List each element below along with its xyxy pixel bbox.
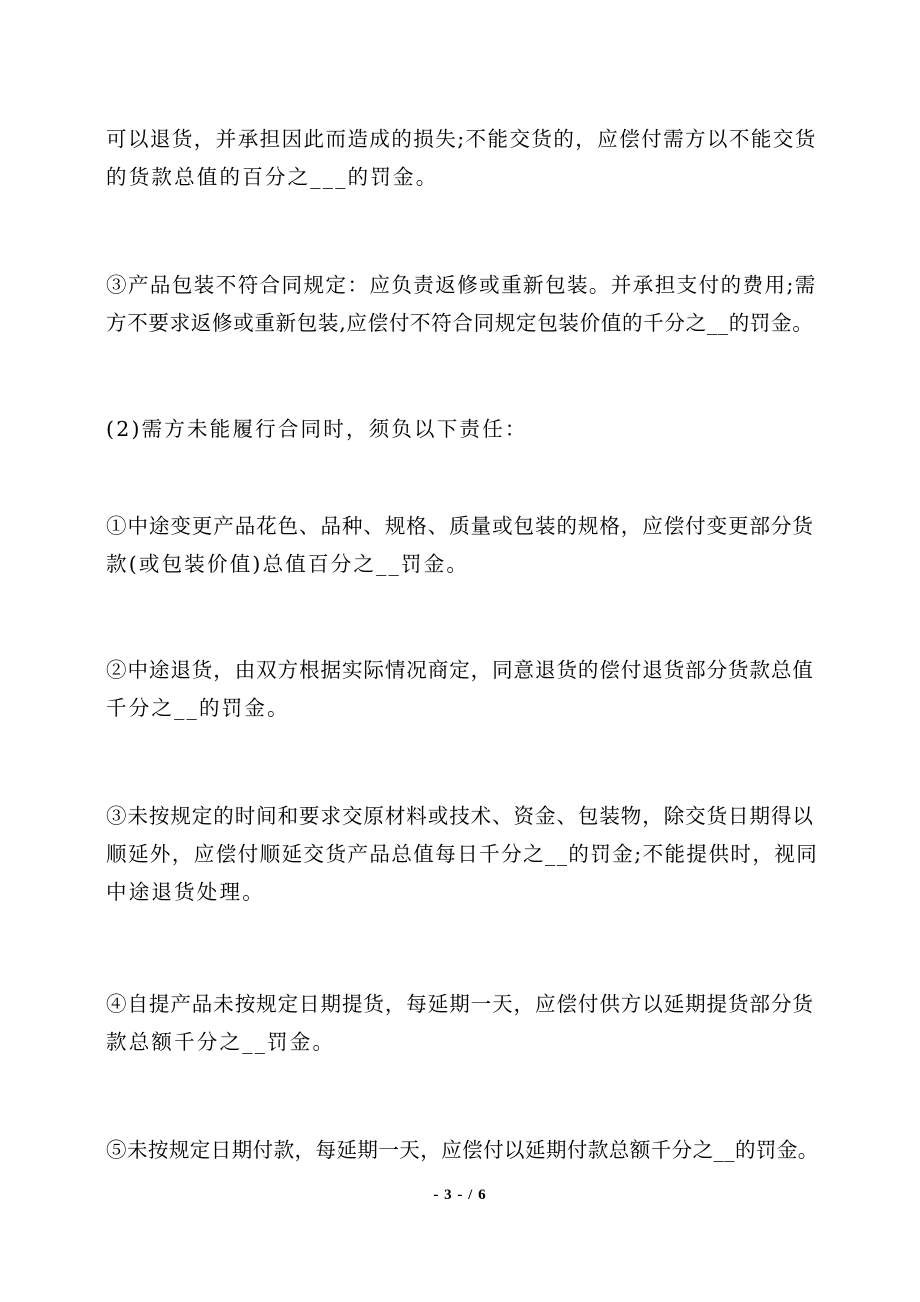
text-line: 款(或包装价值)总值百分之__罚金。 [106,552,470,576]
paragraph-delivery-failure [106,120,820,196]
text-line: 款总额千分之__罚金。 [106,1030,336,1054]
text-line: ④自提产品未按规定日期提货，每延期一天，应偿付供方以延期提货部分货 [106,992,814,1016]
text-line: 顺延外，应偿付顺延交货产品总值每日千分之__的罚金;不能提供时，视同 [106,842,819,866]
paragraph-midway-change [106,507,820,583]
text-line: 的货款总值的百分之___的罚金。 [106,165,439,189]
text-line: 方不要求返修或重新包装,应偿付不符合同规定包装价值的千分之__的罚金。 [106,311,814,335]
text-line: (2)需方未能履行合同时，须负以下责任： [106,417,528,441]
text-line: ①中途变更产品花色、品种、规格、质量或包装的规格，应偿付变更部分货 [106,514,814,538]
paragraph-pickup-delay [106,985,820,1061]
text-line: 可以退货，并承担因此而造成的损失;不能交货的，应偿付需方以不能交货 [106,127,817,151]
text-line: 千分之__的罚金。 [106,696,290,720]
paragraph-buyer-liability-heading [106,410,820,448]
paragraph-packaging-noncompliance [106,266,820,342]
text-line: ③未按规定的时间和要求交原材料或技术、资金、包装物，除交货日期得以 [106,804,814,828]
paragraph-midway-return [106,651,820,727]
paragraph-materials-delay [106,797,820,911]
text-line: 中途退货处理。 [106,880,265,904]
text-line: ⑤未按规定日期付款，每延期一天，应偿付以延期付款总额千分之__的罚金。 [106,1138,819,1162]
text-line: ③产品包装不符合同规定：应负责返修或重新包装。并承担支付的费用;需 [106,273,817,297]
page-number: - 3 - / 6 [433,1187,487,1203]
text-line: ②中途退货，由双方根据实际情况商定，同意退货的偿付退货部分货款总值 [106,658,814,682]
paragraph-payment-delay [106,1131,820,1169]
